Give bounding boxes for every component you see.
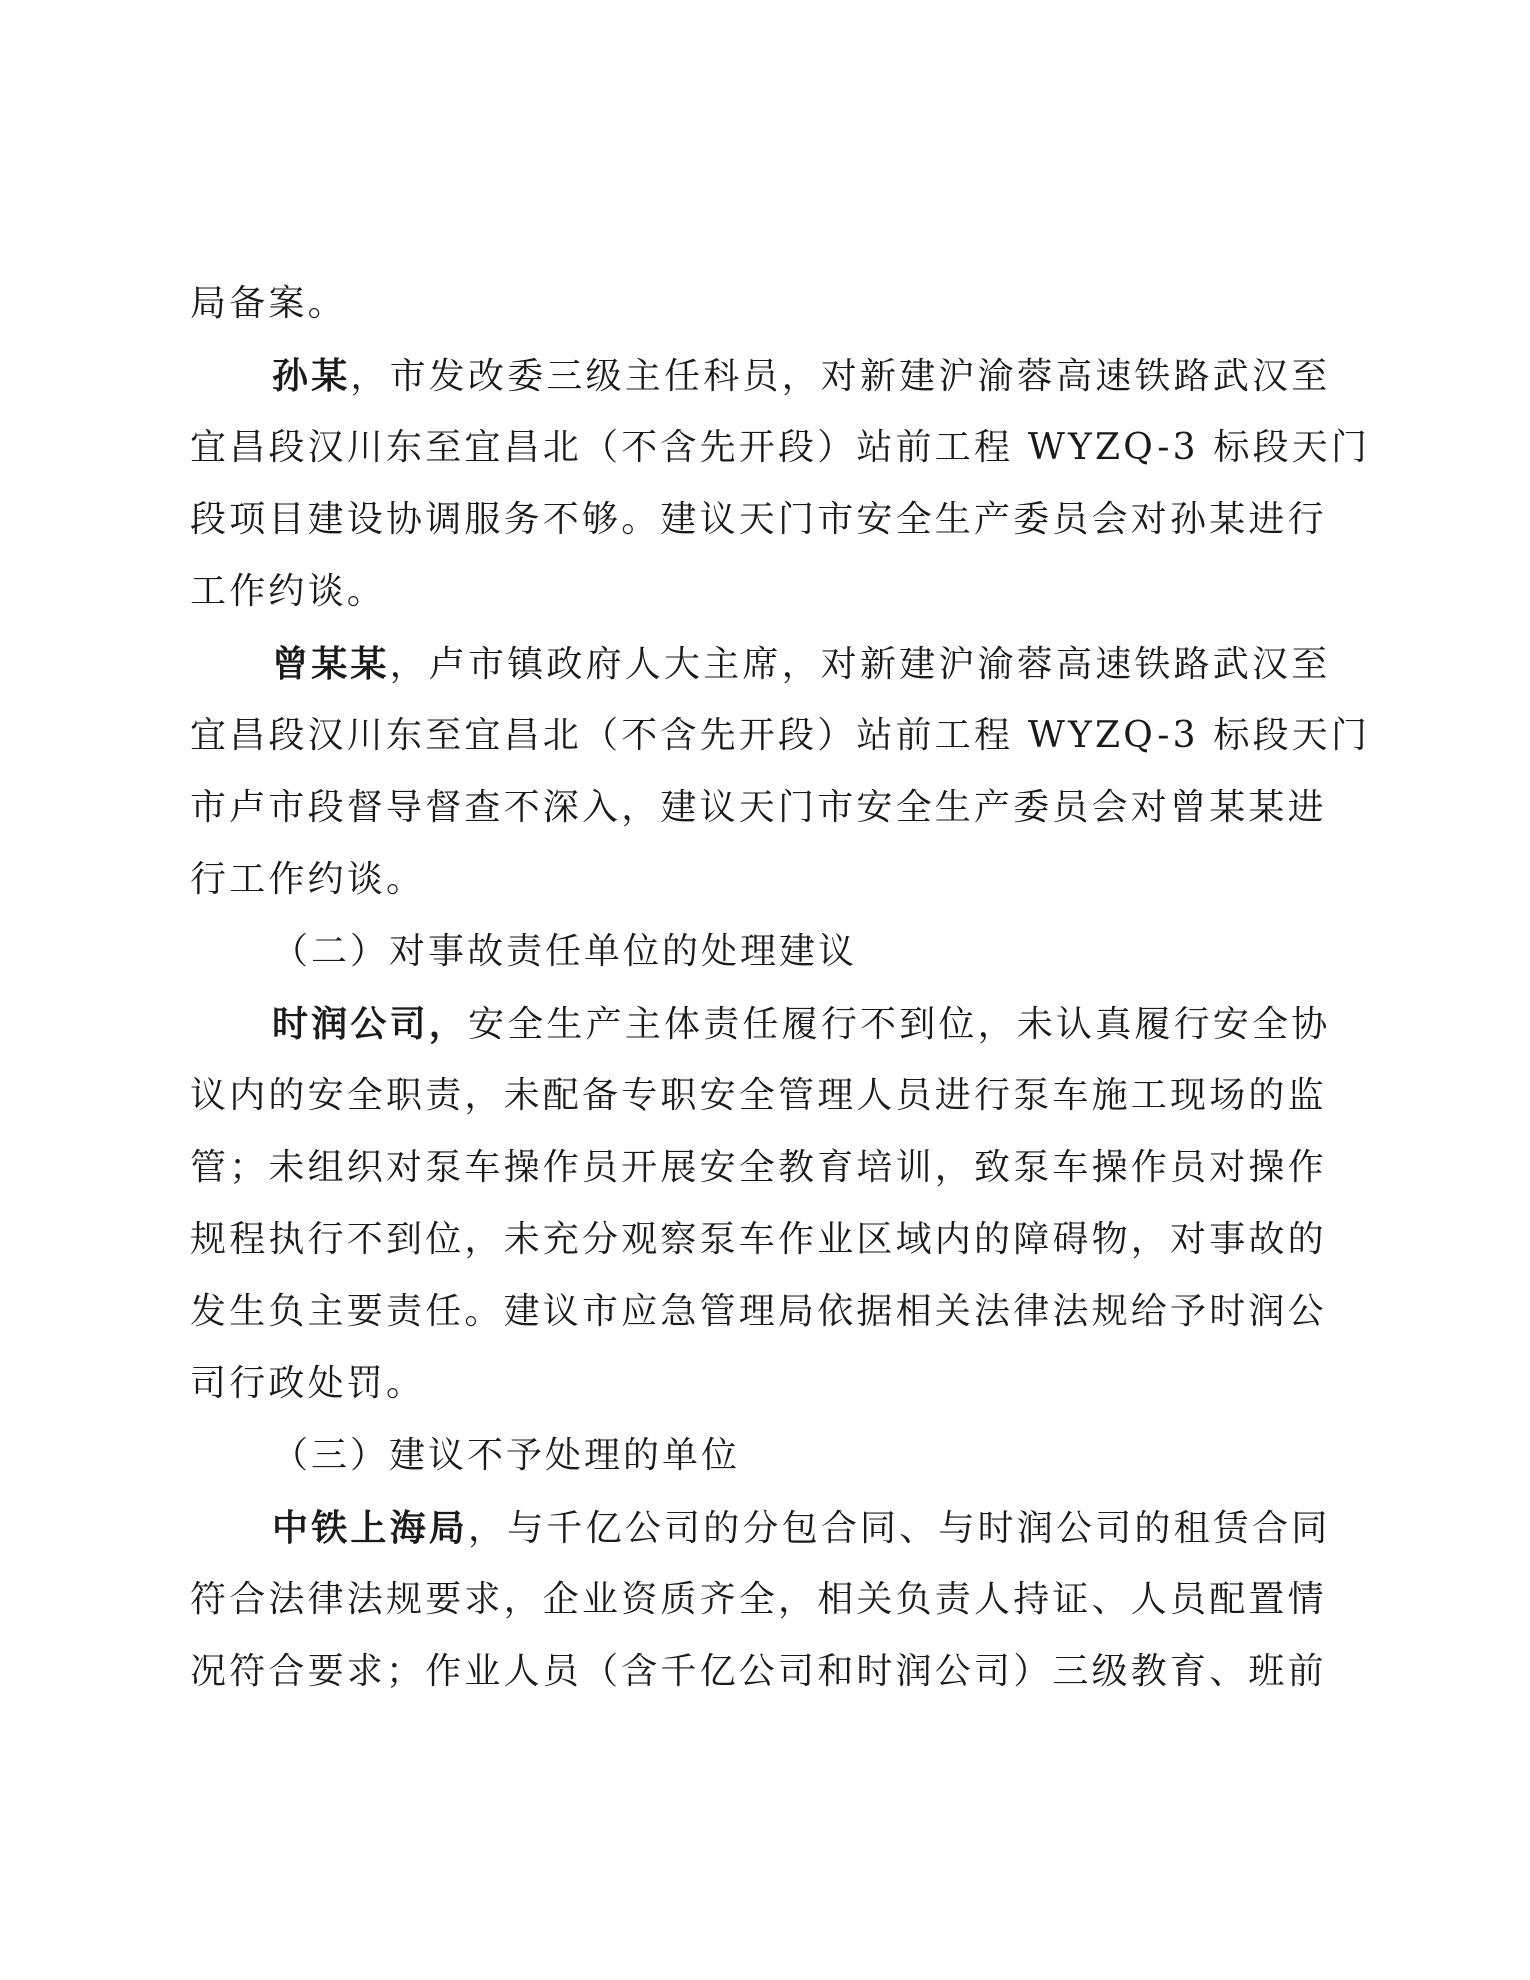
company-name: 时润公司，: [272, 1003, 469, 1045]
paragraph-line: 符合法律法规要求，企业资质齐全，相关负责人持证、人员配置情: [190, 1579, 1327, 1620]
paragraph-line: 行工作约谈。: [190, 859, 426, 900]
section-heading: （二）对事故责任单位的处理建议: [272, 931, 858, 972]
paragraph-line: 局备案。: [190, 283, 347, 324]
paragraph-line: 议内的安全职责，未配备专职安全管理人员进行泵车施工现场的监: [190, 1075, 1327, 1116]
paragraph-line: [190, 628, 1330, 700]
section-heading: （三）建议不予处理的单位: [272, 1435, 741, 1476]
person-name: 孙某: [272, 355, 351, 397]
document-page: [190, 268, 1371, 1708]
paragraph-text: 安全生产主体责任履行不到位，未认真履行安全协: [468, 1004, 1331, 1045]
paragraph-line: 司行政处罚。: [190, 1363, 426, 1404]
paragraph-line: 市卢市段督导督查不深入，建议天门市安全生产委员会对曾某某进: [190, 787, 1327, 828]
paragraph-text: ，市发改委三级主任科员，对新建沪渝蓉高速铁路武汉至: [350, 356, 1331, 397]
paragraph-line: [190, 340, 1330, 412]
company-name: 中铁上海局: [272, 1507, 469, 1549]
paragraph-line: [190, 1492, 1330, 1564]
paragraph-line: 宜昌段汉川东至宜昌北（不含先开段）站前工程 WYZQ-3 标段天门: [190, 427, 1371, 468]
person-name: 曾某某: [272, 643, 390, 685]
paragraph-text: ，与千亿公司的分包合同、与时润公司的租赁合同: [468, 1508, 1331, 1549]
paragraph-line: 发生负主要责任。建议市应急管理局依据相关法律法规给予时润公: [190, 1291, 1327, 1332]
paragraph-line: 规程执行不到位，未充分观察泵车作业区域内的障碍物，对事故的: [190, 1219, 1327, 1260]
paragraph-line: 况符合要求；作业人员（含千亿公司和时润公司）三级教育、班前: [190, 1651, 1327, 1692]
paragraph-line: 工作约谈。: [190, 571, 387, 612]
paragraph-line: 段项目建设协调服务不够。建议天门市安全生产委员会对孙某进行: [190, 499, 1327, 540]
paragraph-line: 管；未组织对泵车操作员开展安全教育培训，致泵车操作员对操作: [190, 1147, 1327, 1188]
paragraph-text: ，卢市镇政府人大主席，对新建沪渝蓉高速铁路武汉至: [389, 644, 1331, 685]
paragraph-line: [190, 988, 1330, 1060]
paragraph-line: 宜昌段汉川东至宜昌北（不含先开段）站前工程 WYZQ-3 标段天门: [190, 715, 1371, 756]
